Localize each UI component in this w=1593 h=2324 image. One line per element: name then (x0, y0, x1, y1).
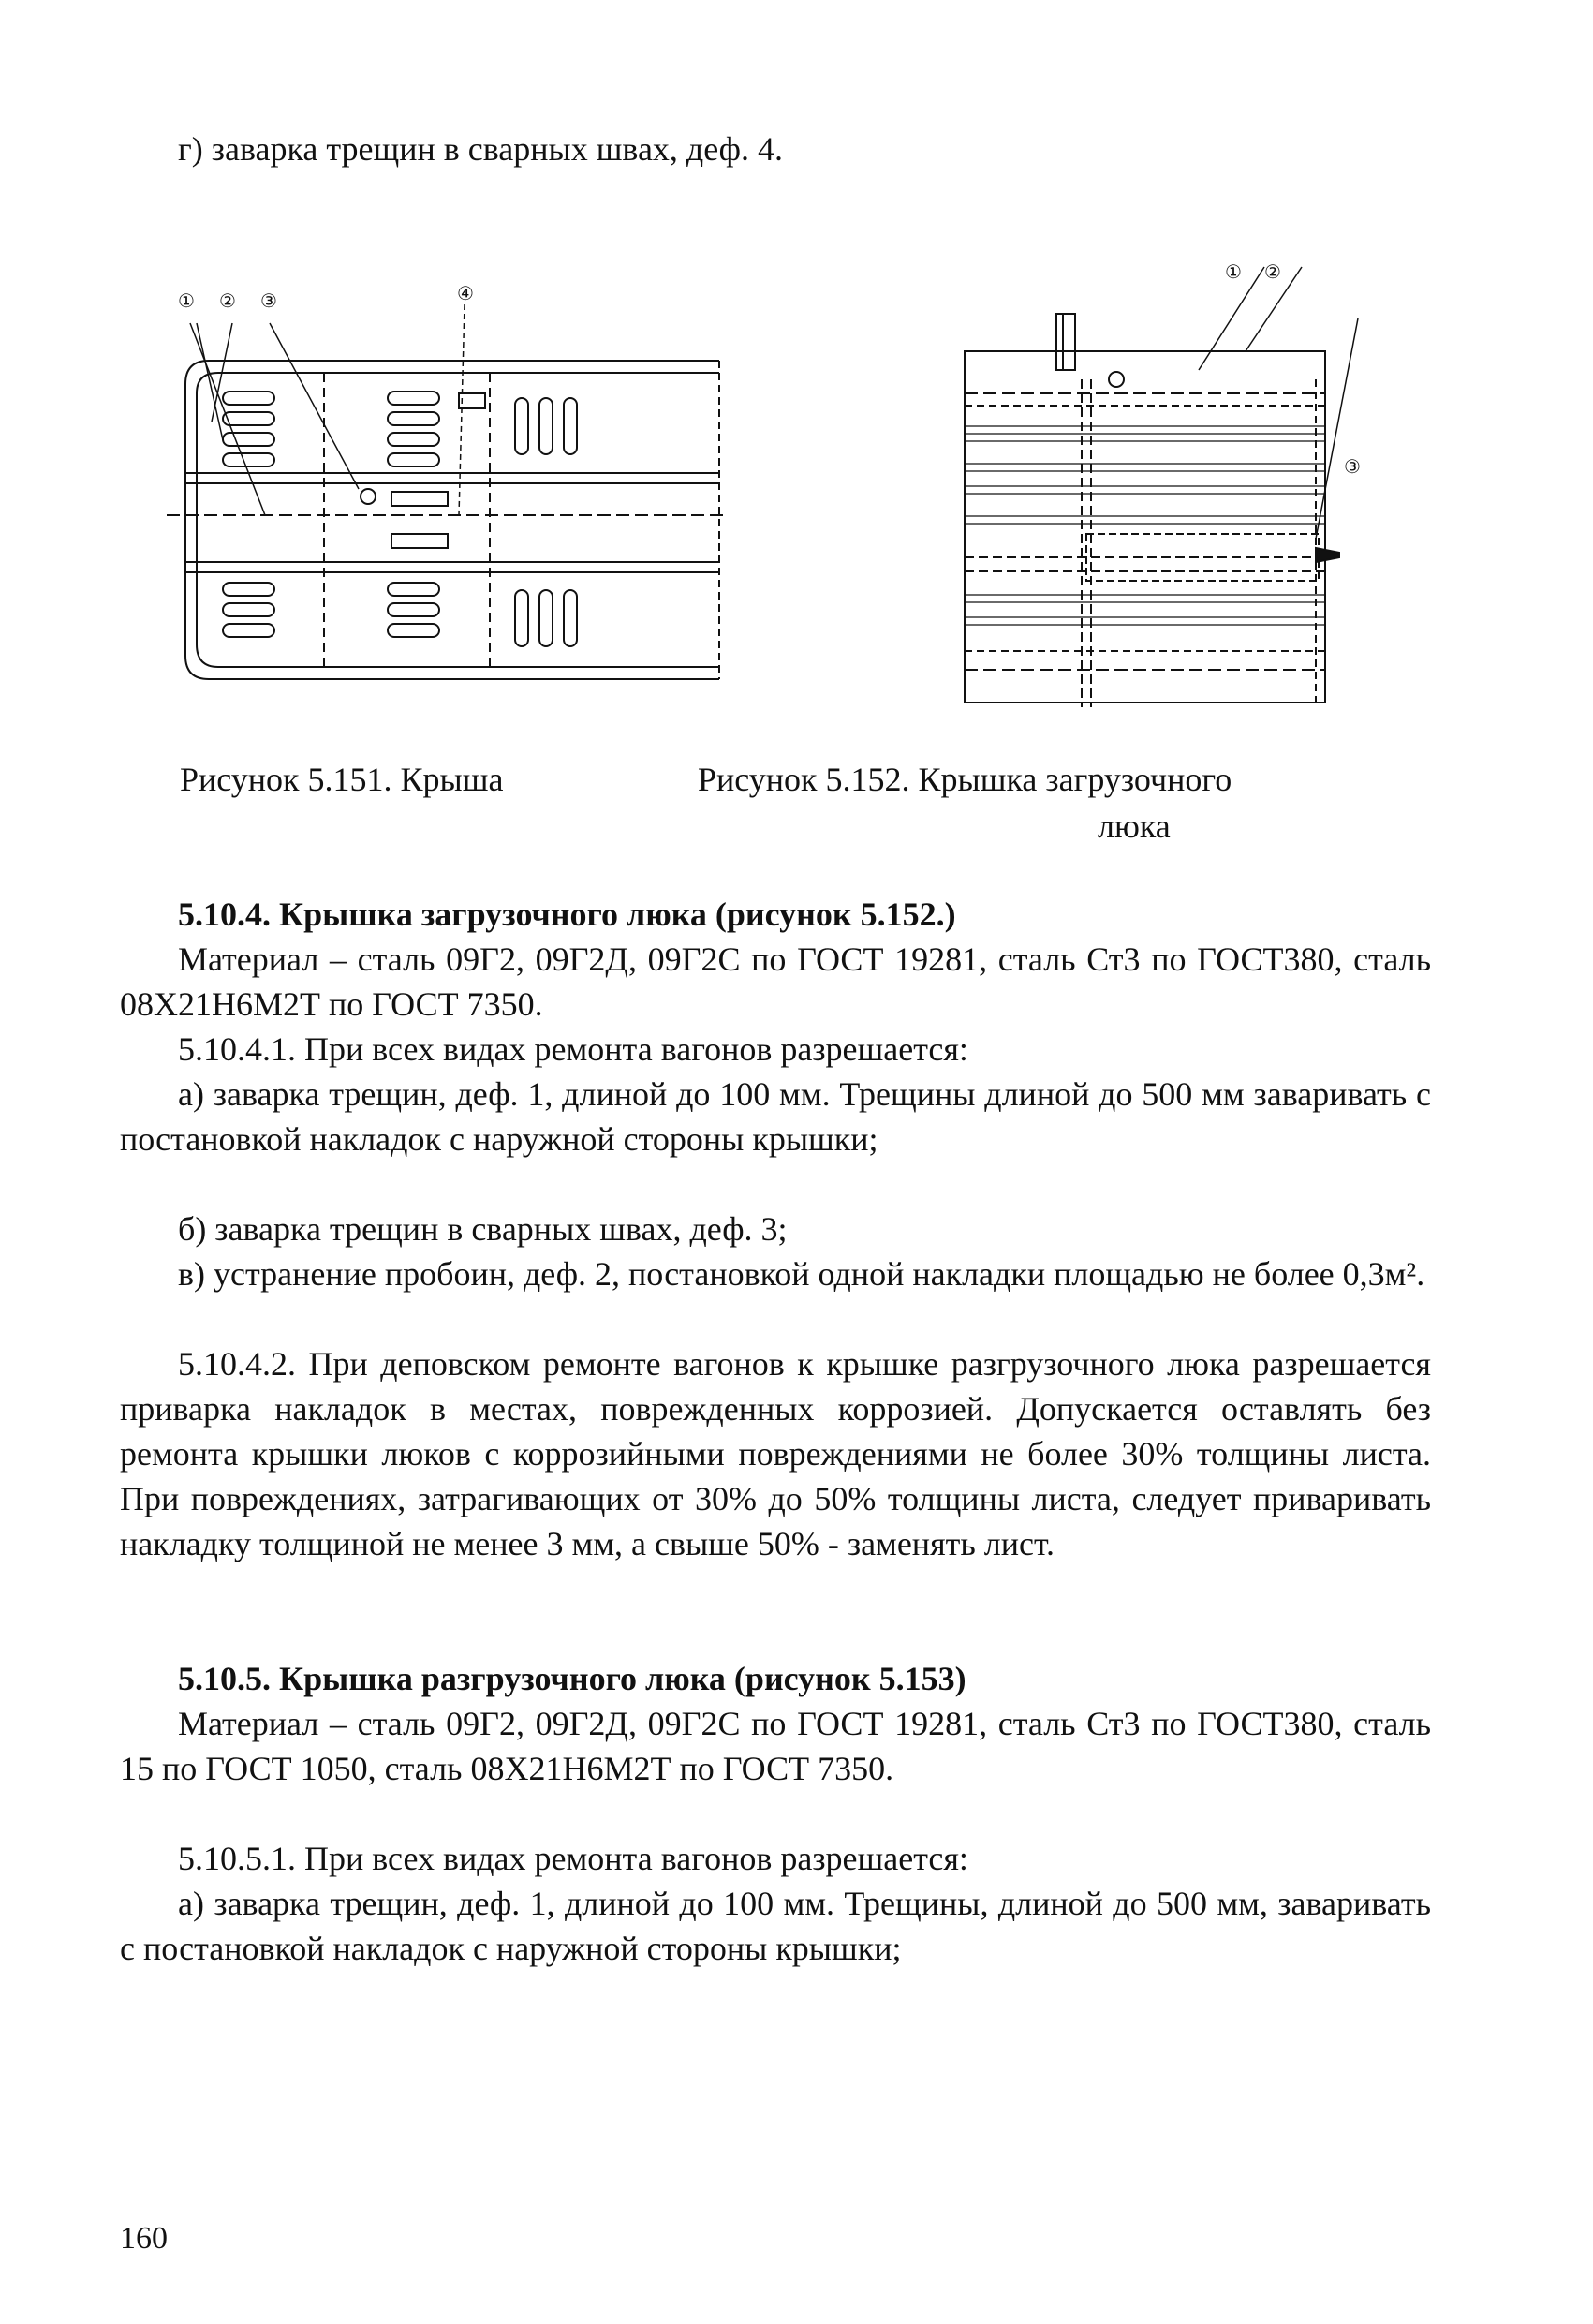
section-5-10-5-heading: 5.10.5. Крышка разгрузочного люка (рисунок 5.153) (178, 1660, 966, 1697)
section-5-10-4-item-v: в) устранение пробоин, деф. 2, постановкой одной накладки площадью не более 0,3м². (178, 1255, 1425, 1293)
section-5-10-4-item-a: а) заварка трещин, деф. 1, длиной до 100 мм. Трещины длиной до 500 мм заваривать с постановкой накладок с наружной стороны крышки; (120, 1075, 1431, 1158)
figure-151-callout-4: ④ (457, 282, 474, 304)
section-5-10-5-material: Материал – сталь 09Г2, 09Г2Д, 09Г2С по ГОСТ 19281, сталь Ст3 по ГОСТ380, сталь 15 по ГОСТ 1050, сталь 08Х21Н6М2Т по ГОСТ 7350. (120, 1705, 1431, 1787)
figure-5-151-roof-drawing (167, 281, 729, 693)
paragraph-5-10-4-1: 5.10.4.1. При всех видах ремонта вагонов разрешается: (178, 1030, 968, 1068)
figure-5-152-hatch-cover-drawing (946, 239, 1395, 717)
figure-151-caption: Рисунок 5.151. Крыша (180, 761, 504, 798)
section-5-10-5-item-a: а) заварка трещин, деф. 1, длиной до 100 мм. Трещины, длиной до 500 мм, заваривать с постановкой накладок с наружной стороны крышки; (120, 1885, 1431, 1967)
paragraph-5-10-5-1: 5.10.5.1. При всех видах ремонта вагонов разрешается: (178, 1840, 968, 1877)
figure-152-caption-line1: Рисунок 5.152. Крышка загрузочного (698, 761, 1232, 798)
section-5-10-4-material: Материал – сталь 09Г2, 09Г2Д, 09Г2С по ГОСТ 19281, сталь Ст3 по ГОСТ380, сталь 08Х21Н6М2Т по ГОСТ 7350. (120, 940, 1431, 1023)
figure-152-callout-1: ① (1225, 260, 1242, 283)
page-number: 160 (120, 2221, 168, 2256)
figure-151-callout-2: ② (219, 289, 236, 312)
figure-151-callout-3: ③ (260, 289, 277, 312)
figure-152-callout-2: ② (1264, 260, 1281, 283)
figure-152-callout-3: ③ (1344, 455, 1361, 478)
section-5-10-4-item-b: б) заварка трещин в сварных швах, деф. 3; (178, 1210, 788, 1248)
intro-line: г) заварка трещин в сварных швах, деф. 4. (178, 130, 783, 168)
figure-151-callout-1: ① (178, 289, 195, 312)
section-5-10-4-heading: 5.10.4. Крышка загрузочного люка (рисунок 5.152.) (178, 896, 956, 933)
figure-152-caption-line2: люка (1098, 807, 1171, 845)
paragraph-5-10-4-2: 5.10.4.2. При деповском ремонте вагонов к крышке разгрузочного люка разрешается приварка накладок в местах, поврежденных коррозией. Допускается оставлять без ремонта крышки люков с коррозийными повреждениями не более 30% толщины листа. При повреждениях, затрагивающих от 30% до 50% толщины листа, следует приваривать накладку толщиной не менее 3 мм, а свыше 50% - заменять лист. (120, 1345, 1431, 1562)
